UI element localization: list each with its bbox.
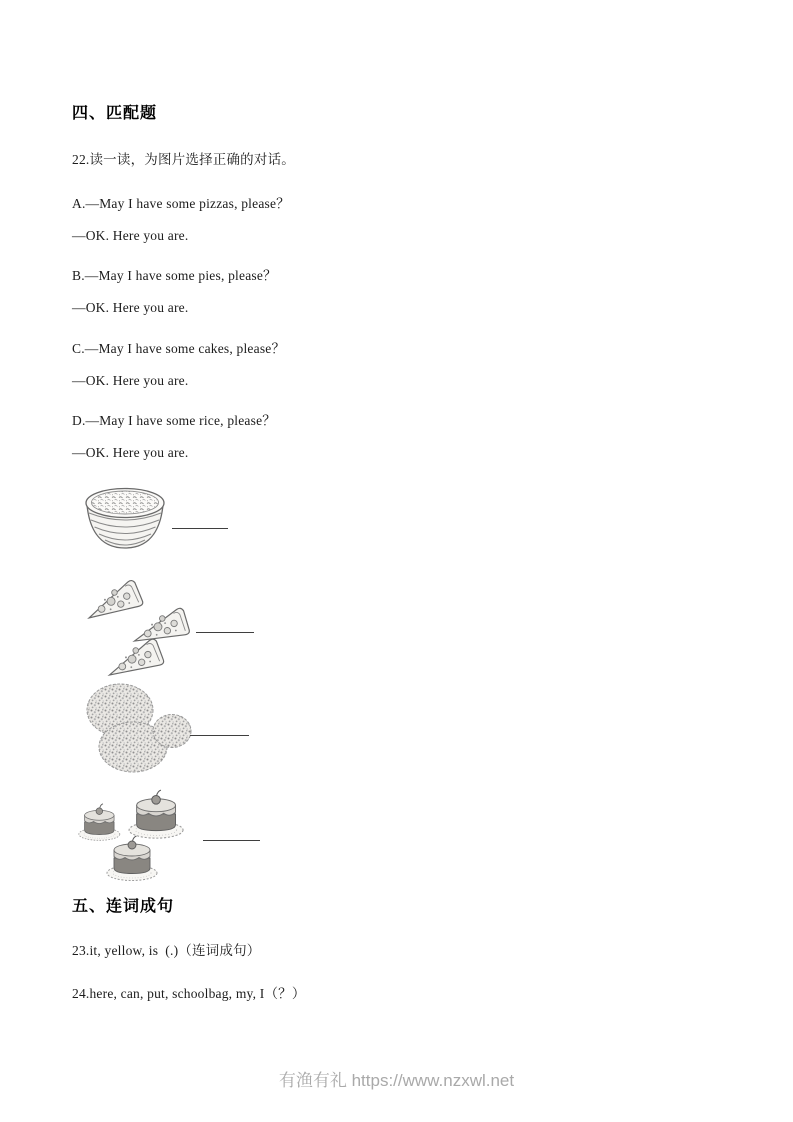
rice-bowl-image xyxy=(83,478,167,561)
cakes-image xyxy=(76,787,198,887)
question-24: 24.here, can, put, schoolbag, my, I（？） xyxy=(72,986,306,1001)
section-5-title: 五、连词成句 xyxy=(72,898,175,915)
answer-blank-1 xyxy=(172,527,228,529)
dialogue-a-label: A.—May I have some pizzas, please？ xyxy=(72,196,290,211)
section-4-title: 四、匹配题 xyxy=(72,105,158,122)
dialogue-b-label: B.—May I have some pies, please？ xyxy=(72,268,277,283)
answer-blank-4 xyxy=(203,839,260,841)
answer-blank-2 xyxy=(196,631,254,633)
dialogue-d-label: D.—May I have some rice, please？ xyxy=(72,413,276,428)
dialogue-c-label: C.—May I have some cakes, please？ xyxy=(72,341,286,356)
dialogue-b-reply: —OK. Here you are. xyxy=(72,300,189,315)
dialogue-c-reply: —OK. Here you are. xyxy=(72,373,189,388)
dialogue-a-reply: —OK. Here you are. xyxy=(72,228,189,243)
answer-blank-3 xyxy=(190,734,249,736)
pies-image xyxy=(83,681,193,781)
question-22: 22.读一读，为图片选择正确的对话。 xyxy=(72,152,295,167)
footer-watermark: 有渔有礼 https://www.nzxwl.net xyxy=(278,1071,515,1090)
dialogue-d-reply: —OK. Here you are. xyxy=(72,445,189,460)
question-23: 23.it, yellow, is (.)（连词成句） xyxy=(72,943,261,958)
pizza-slices-image xyxy=(85,576,197,691)
